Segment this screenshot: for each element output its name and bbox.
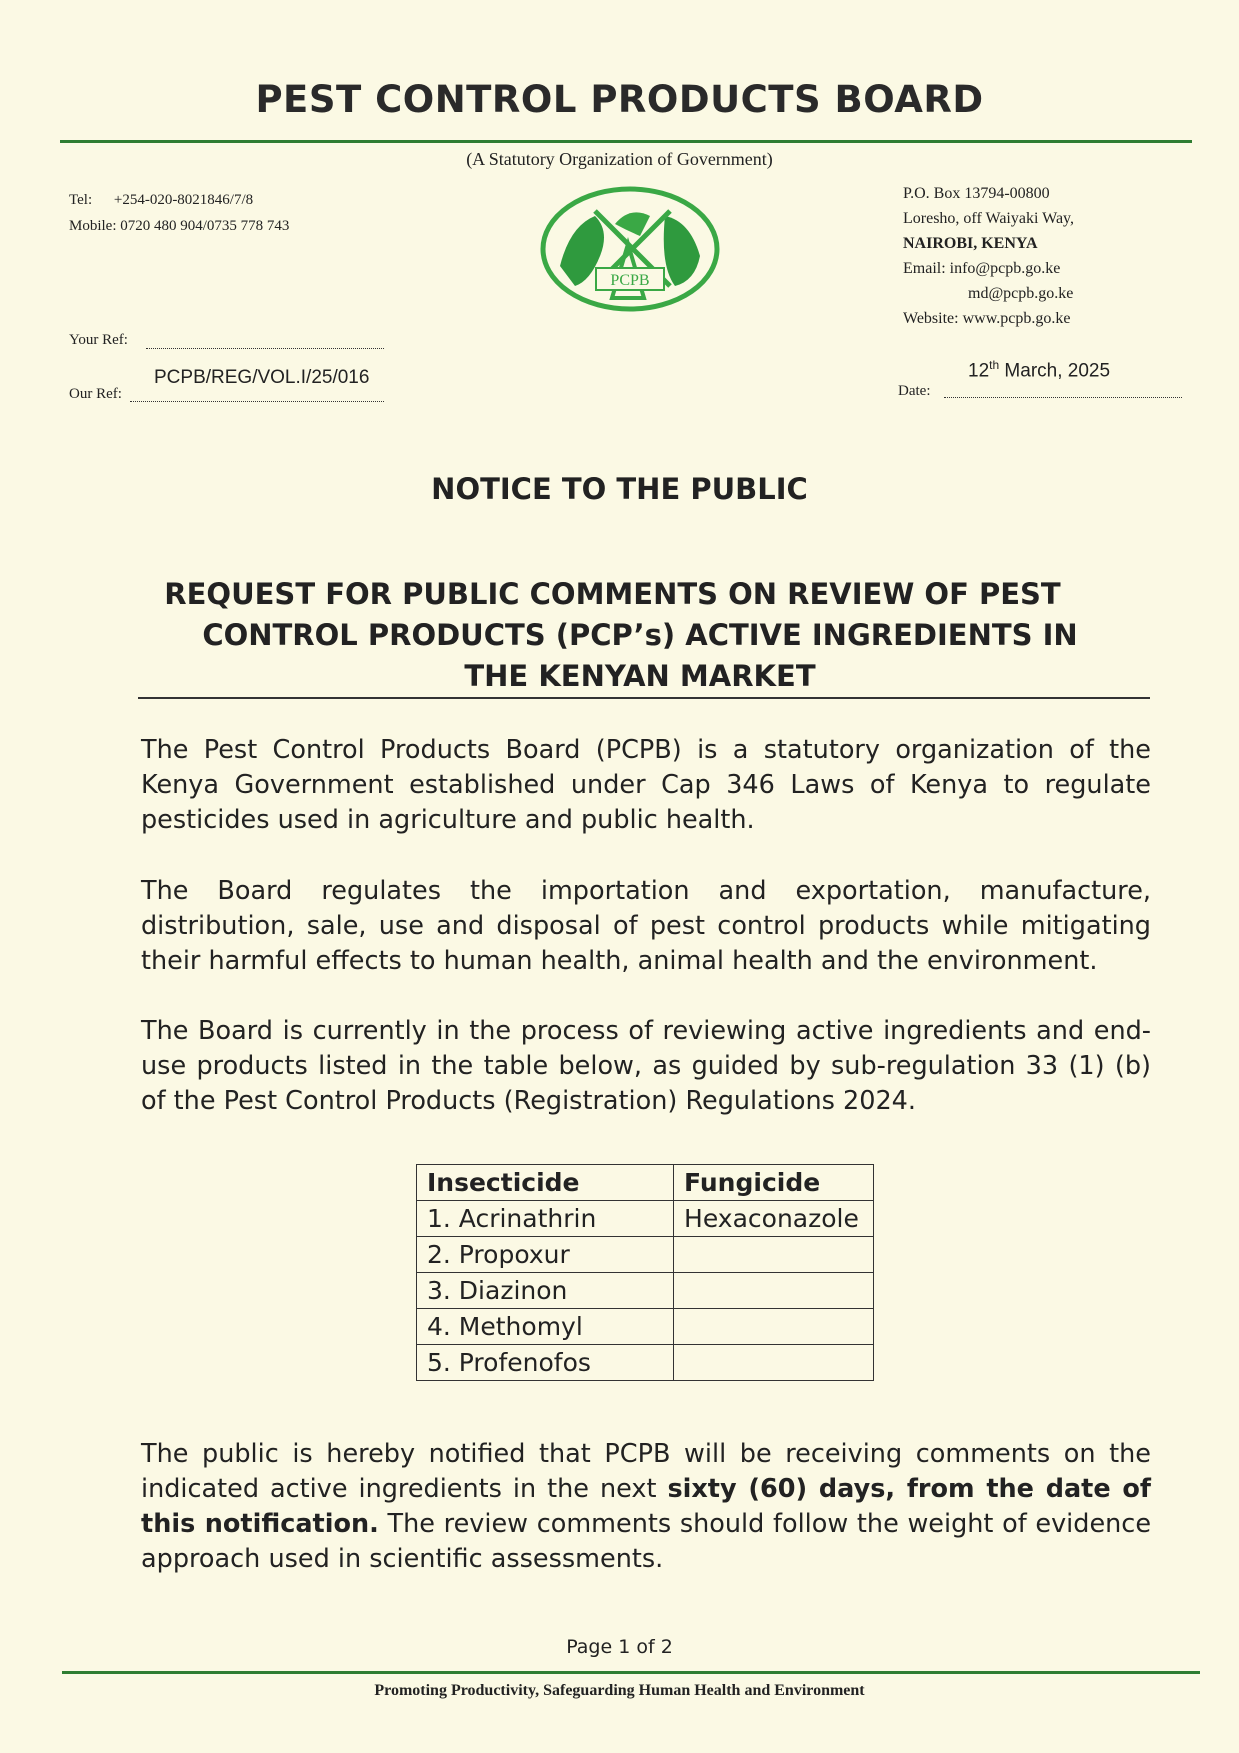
table-header-row xyxy=(417,1165,874,1201)
date-line xyxy=(944,397,1182,398)
table-row xyxy=(417,1237,874,1273)
contact-left xyxy=(69,187,289,239)
heading-line-1: REQUEST FOR PUBLIC COMMENTS ON REVIEW OF PEST xyxy=(164,577,1061,611)
fungicide-cell xyxy=(674,1345,874,1381)
active-ingredients-table xyxy=(416,1164,874,1381)
date-day: 12 xyxy=(968,360,990,382)
paragraph-comments xyxy=(141,1437,1151,1577)
insecticide-cell: 2. Propoxur xyxy=(417,1237,674,1273)
notice-heading xyxy=(140,574,1140,697)
date-value xyxy=(968,358,1110,382)
footer-rule xyxy=(62,1671,1200,1674)
table-row xyxy=(417,1345,874,1381)
address-city: NAIROBI, KENYA xyxy=(903,235,1038,252)
heading-line-2: CONTROL PRODUCTS (PCP’s) ACTIVE INGREDIENTS IN xyxy=(202,618,1078,652)
heading-line-3: THE KENYAN MARKET xyxy=(464,659,816,693)
our-ref-value: PCPB/REG/VOL.I/25/016 xyxy=(154,367,370,388)
address-box: P.O. Box 13794-00800 xyxy=(903,185,1050,202)
page-number: Page 1 of 2 xyxy=(566,1636,673,1658)
org-name: PEST CONTROL PRODUCTS BOARD xyxy=(255,78,984,121)
table-row xyxy=(417,1201,874,1237)
table-row xyxy=(417,1273,874,1309)
your-ref-line xyxy=(146,348,384,349)
org-subtitle: (A Statutory Organization of Government) xyxy=(466,149,773,169)
paragraph-review: The Board is currently in the process of reviewing active ingredients and end-use products listed in the table below, as guided by sub-regulation 33 (1) (b) of the Pest Control Products (Registration) Regulations 2024. xyxy=(141,1016,1151,1116)
address-street: Loresho, off Waiyaki Way, xyxy=(903,210,1075,227)
tel-label: Tel: xyxy=(69,192,93,208)
insecticide-cell: 4. Methomyl xyxy=(417,1309,674,1345)
fungicide-cell: Hexaconazole xyxy=(674,1201,874,1237)
header-fungicide: Fungicide xyxy=(674,1165,874,1201)
comments-period-bold: sixty (60) days, from the date of this notification. xyxy=(141,1474,1152,1539)
fungicide-cell xyxy=(674,1273,874,1309)
footer-motto: Promoting Productivity, Safeguarding Human Health and Environment xyxy=(374,1682,865,1699)
comments-text-end: The review comments should follow the weight of evidence approach used in scientific assessments. xyxy=(141,1509,1152,1574)
table-row xyxy=(417,1309,874,1345)
heading-rule xyxy=(138,697,1150,699)
email-line-2: md@pcpb.go.ke xyxy=(968,285,1074,302)
paragraph-mandate: The Board regulates the importation and exportation, manufacture, distribution, sale, use and disposal of pest control products while mitigating their harmful effects to human health, animal health and the environment. xyxy=(141,876,1151,976)
paragraph-intro: The Pest Control Products Board (PCPB) is a statutory organization of the Kenya Government established under Cap 346 Laws of Kenya to regulate pesticides used in agriculture and public health. xyxy=(141,735,1151,835)
fungicide-cell xyxy=(674,1309,874,1345)
comments-text-start: The public is hereby notified that PCPB will be receiving comments on the indicated active ingredients in the next xyxy=(141,1439,1151,1504)
date-rest: March, 2025 xyxy=(999,360,1111,382)
mobile-line: Mobile: 0720 480 904/0735 778 743 xyxy=(69,218,290,234)
notice-title: NOTICE TO THE PUBLIC xyxy=(431,472,808,506)
header-insecticide: Insecticide xyxy=(417,1165,674,1201)
email-line: Email: info@pcpb.go.ke xyxy=(903,260,1061,277)
date-label: Date: xyxy=(898,383,931,399)
your-ref-label: Your Ref: xyxy=(69,332,128,348)
website-line: Website: www.pcpb.go.ke xyxy=(903,310,1071,327)
tel-value: +254-020-8021846/7/8 xyxy=(113,192,254,208)
our-ref-line xyxy=(130,401,384,402)
insecticide-cell: 1. Acrinathrin xyxy=(417,1201,674,1237)
pcpb-logo xyxy=(540,186,720,312)
our-ref-label: Our Ref: xyxy=(69,386,122,402)
insecticide-cell: 5. Profenofos xyxy=(417,1345,674,1381)
tel-line xyxy=(69,187,289,213)
contact-right xyxy=(903,181,1074,331)
insecticide-cell: 3. Diazinon xyxy=(417,1273,674,1309)
header-rule xyxy=(60,140,1192,143)
date-suffix: th xyxy=(989,358,1000,372)
logo-text: PCPB xyxy=(610,272,650,289)
fungicide-cell xyxy=(674,1237,874,1273)
